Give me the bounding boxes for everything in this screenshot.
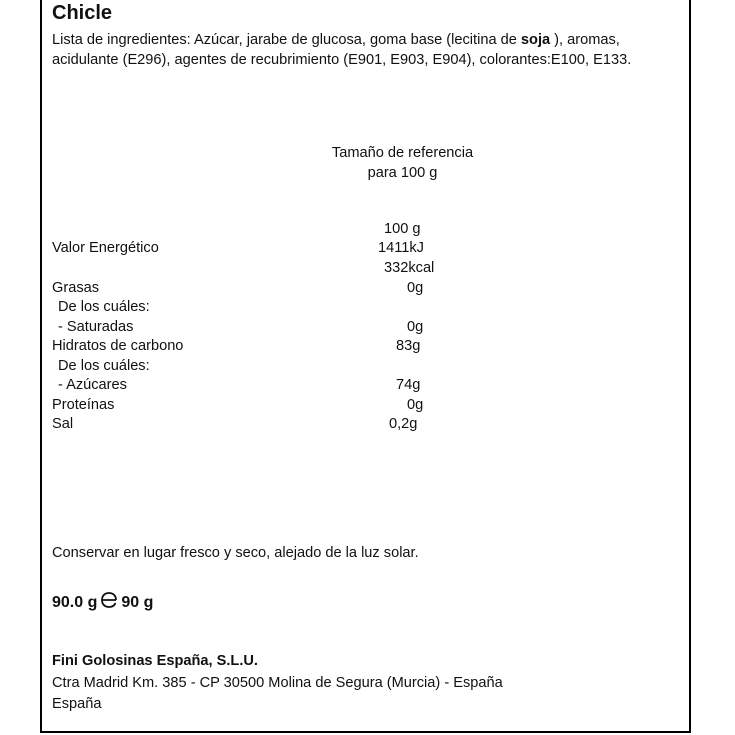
reference-size-heading xyxy=(300,143,505,183)
storage-instructions: Conservar en lugar fresco y seco, alejado de la luz solar. xyxy=(52,545,419,561)
net-weight xyxy=(52,591,153,614)
estimated-weight-value: 90 g xyxy=(121,594,154,611)
nutrition-label-fat-of-which: De los cuáles: xyxy=(58,299,150,315)
nutrition-label-saturated: - Saturadas xyxy=(58,319,134,335)
nutrition-label-protein: Proteínas xyxy=(52,397,115,413)
nutrition-label-carbohydrates: Hidratos de carbono xyxy=(52,338,184,354)
nutrition-value-sugars: 74g xyxy=(396,377,421,393)
e-mark-icon xyxy=(99,591,119,614)
nutrition-column-header: 100 g xyxy=(384,221,421,237)
company-name: Fini Golosinas España, S.L.U. xyxy=(52,653,258,669)
company-address: Ctra Madrid Km. 385 - CP 30500 Molina de Segura (Murcia) - España xyxy=(52,675,503,691)
reference-line-2: para 100 g xyxy=(367,165,438,181)
nutrition-value-energy-kj: 1411kJ xyxy=(378,240,424,256)
ingredients-suffix: ), aromas, acidulante (E296), agentes de recubrimiento (E901, E903, E904), colorantes:E100, E133. xyxy=(52,32,632,68)
nutrition-value-protein: 0g xyxy=(407,397,424,413)
nutrition-value-fat: 0g xyxy=(407,280,424,296)
product-title: Chicle xyxy=(52,2,113,24)
nutrition-label-carb-of-which: De los cuáles: xyxy=(58,358,150,374)
nutrition-value-salt: 0,2g xyxy=(389,416,418,432)
ingredients-prefix: Lista de ingredientes: Azúcar, jarabe de glucosa, goma base (lecitina de xyxy=(52,32,521,48)
reference-line-1: Tamaño de referencia xyxy=(331,145,474,161)
nutrition-label-sugars: - Azúcares xyxy=(58,377,127,393)
nutrition-value-saturated: 0g xyxy=(407,319,424,335)
nutrition-value-carbohydrates: 83g xyxy=(396,338,421,354)
ingredients-list xyxy=(52,31,682,70)
nutrition-value-energy-kcal: 332kcal xyxy=(384,260,435,276)
net-weight-value: 90.0 g xyxy=(52,594,98,611)
nutrition-label-energy: Valor Energético xyxy=(52,240,159,256)
allergen-soja: soja xyxy=(520,32,551,48)
nutrition-label-salt: Sal xyxy=(52,416,74,432)
company-country: España xyxy=(52,696,102,712)
nutrition-label-fat: Grasas xyxy=(52,280,100,296)
